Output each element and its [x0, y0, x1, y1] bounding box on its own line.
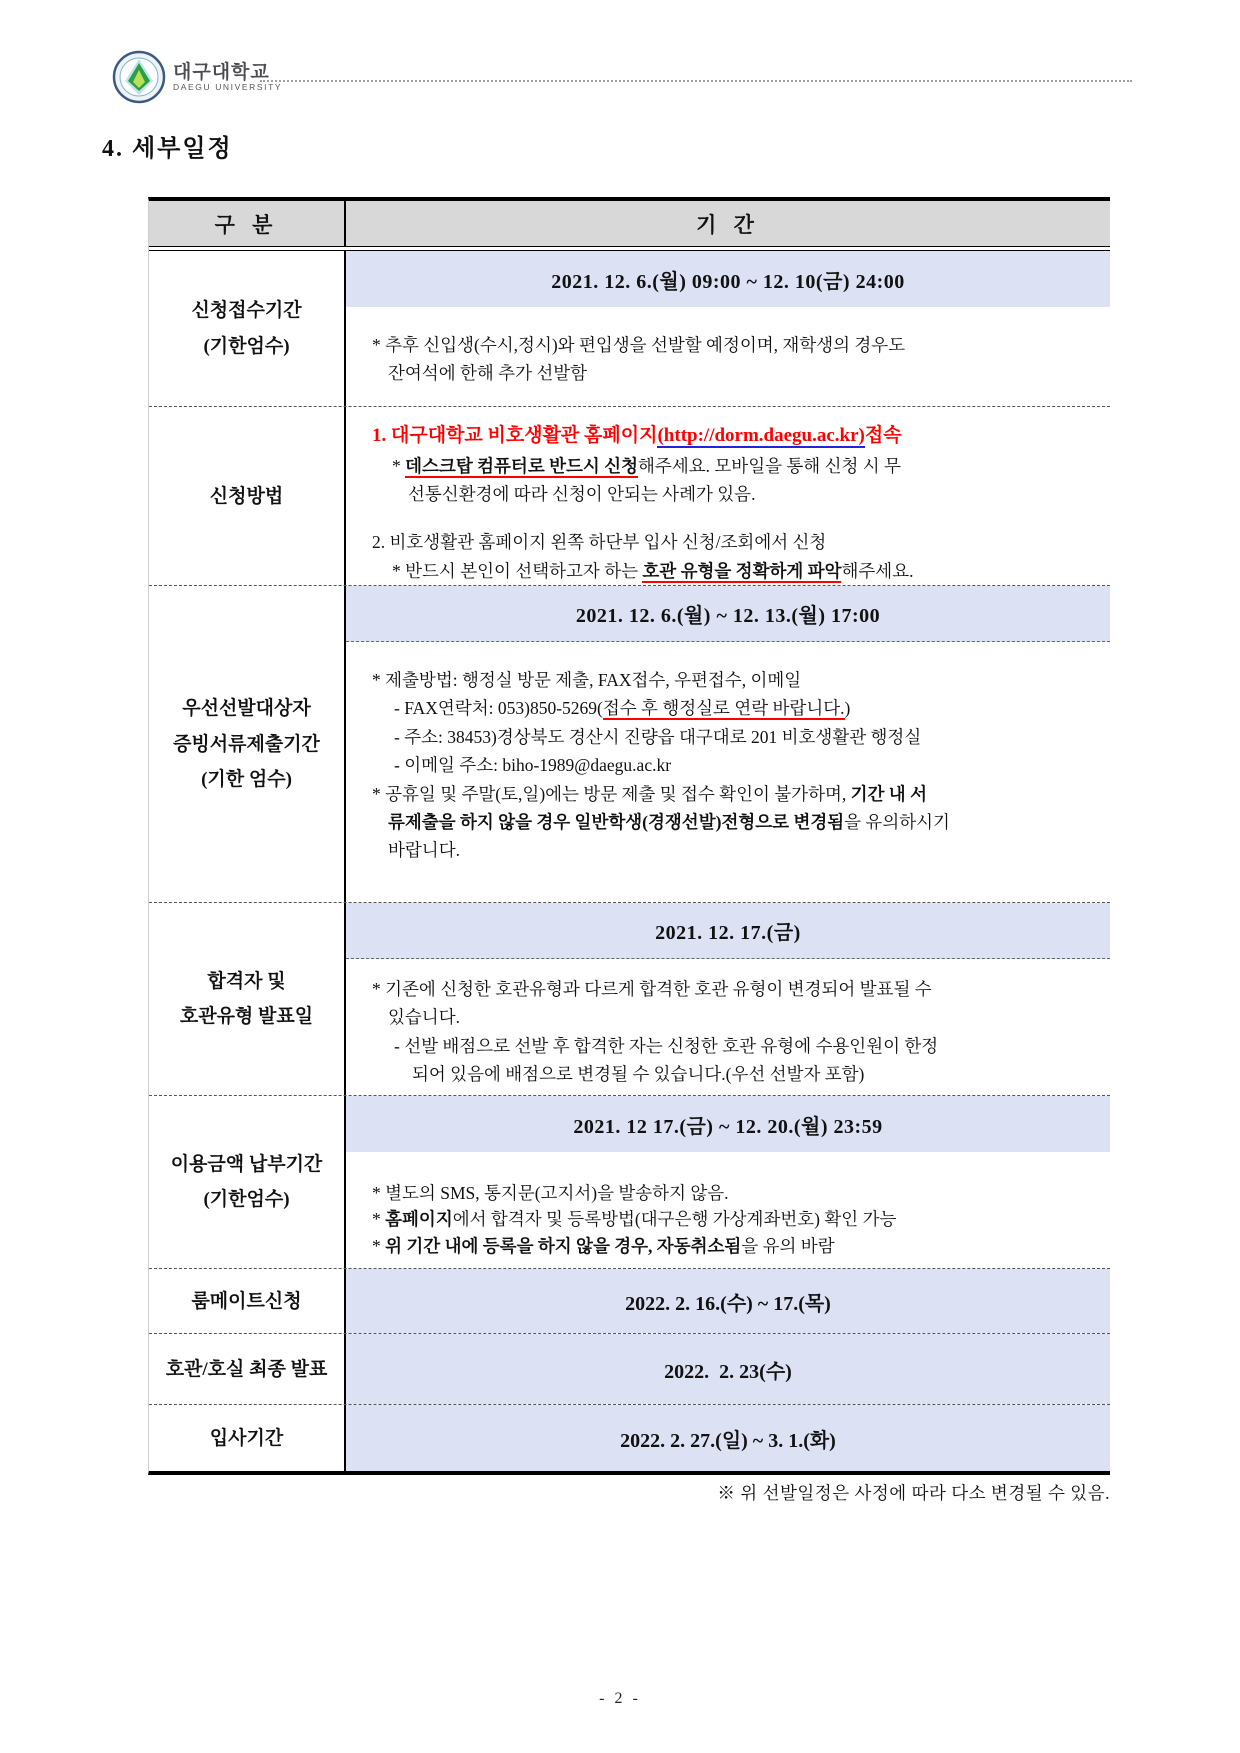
table-row-payment-period — [149, 1095, 1110, 1268]
note-text: 해주세요. — [841, 560, 914, 581]
underlined-fax-note: 접수 후 행정실로 연락 바랍니다. — [602, 698, 845, 719]
note-text: * — [372, 1209, 386, 1230]
emphasized-desktop-text: 데스크탑 컴퓨터로 반드시 신청 — [405, 455, 639, 476]
note-line: * 별도의 SMS, 통지문(고지서)을 발송하지 않음. — [372, 1183, 729, 1204]
date-band-final-announcement: 2022. 2. 23(수) — [346, 1334, 1110, 1404]
note-line: 선통신환경에 따라 신청이 안되는 사례가 있음. — [408, 484, 756, 505]
note-line: 2. 비호생활관 홈페이지 왼쪽 하단부 입사 신청/조회에서 신청 — [372, 532, 827, 553]
row-label-application-period — [149, 251, 346, 406]
table-row-announcement — [149, 902, 1110, 1095]
table-row-roommate — [149, 1268, 1110, 1333]
section-title: 4. 세부일정 — [102, 136, 233, 162]
notes-application-period — [346, 307, 1110, 388]
bold-homepage-text: 홈페이지 — [385, 1209, 453, 1230]
university-name-english: DAEGU UNIVERSITY — [173, 81, 283, 92]
date-band-application-period: 2021. 12. 6.(월) 09:00 ~ 12. 10(금) 24:00 — [346, 251, 1110, 307]
note-line-warning — [372, 808, 1102, 836]
spacer — [372, 508, 1102, 528]
table-row-application-period — [149, 251, 1110, 406]
university-logo — [112, 50, 282, 104]
note-line: - 이메일 주소: biho-1989@daegu.ac.kr — [394, 755, 672, 776]
row-label-line: (기한 엄수) — [201, 768, 292, 790]
note-text: 을 유의하시기 — [844, 811, 950, 832]
bold-warning-text: 기간 내 서 — [850, 783, 927, 804]
notes-document-submission — [346, 642, 1110, 864]
note-line: - 선발 배점으로 선발 후 합격한 자는 신청한 호관 유형에 수용인원이 한정 — [394, 1035, 939, 1056]
row-label-application-method — [149, 407, 346, 585]
note-text: * — [392, 455, 406, 476]
note-line: * 제출방법: 행정실 방문 제출, FAX접수, 우편접수, 이메일 — [372, 670, 802, 691]
note-line-cancel-warning — [372, 1233, 1102, 1259]
row-label-line: 합격자 및 — [207, 971, 286, 992]
row-content-application-method — [346, 407, 1110, 585]
emphasized-room-type-text: 호관 유형을 정확하게 파악 — [642, 560, 842, 581]
note-text: * 반드시 본인이 선택하고자 하는 — [392, 560, 643, 581]
note-text: 에서 합격자 및 등록방법(대구은행 가상계좌번호) 확인 가능 — [452, 1209, 897, 1230]
row-label-announcement — [149, 903, 346, 1095]
note-line-holiday — [372, 780, 1102, 808]
note-text: 해주세요. 모바일을 통해 신청 시 무 — [638, 455, 901, 476]
note-line: 잔여석에 한해 추가 선발함 — [388, 363, 588, 384]
row-content-document-submission — [346, 586, 1110, 902]
note-line: 있습니다. — [388, 1007, 460, 1028]
note-line: - 주소: 38453)경상북도 경산시 진량읍 대구대로 201 비호생활관 행정실 — [394, 726, 922, 747]
row-label-line: 신청방법 — [209, 485, 284, 507]
note-line: 바랍니다. — [388, 840, 460, 861]
row-label-payment-period — [149, 1096, 346, 1268]
university-logo-text — [173, 63, 282, 92]
date-band-document-submission: 2021. 12. 6.(월) ~ 12. 13.(월) 17:00 — [346, 586, 1110, 642]
bold-warning-text: 류제출을 하지 않을 경우 일반학생(경쟁선발)전형으로 변경됨 — [388, 811, 845, 832]
university-seal-icon — [112, 50, 166, 104]
note-line-fax — [372, 694, 1102, 722]
row-content-announcement — [346, 903, 1110, 1095]
note-line-desktop — [372, 452, 1102, 480]
row-label-line: 입사기간 — [209, 1427, 284, 1449]
date-band-payment-period: 2021. 12 17.(금) ~ 12. 20.(월) 23:59 — [346, 1096, 1110, 1152]
table-row-final-announcement — [149, 1333, 1110, 1404]
column-header-period: 기 간 — [696, 212, 760, 237]
schedule-table — [148, 197, 1110, 1475]
note-line-homepage — [372, 421, 1102, 452]
university-name-korean: 대구대학교 — [173, 61, 270, 83]
bold-cancel-warning-text: 위 기간 내에 등록을 하지 않을 경우, 자동취소됨 — [385, 1235, 742, 1256]
row-label-line: 신청접수기간 — [191, 300, 302, 322]
notes-announcement — [346, 959, 1110, 1088]
note-text: 을 유의 바람 — [741, 1235, 835, 1256]
row-label-line: 우선선발대상자 — [182, 698, 311, 720]
notes-application-method — [346, 407, 1110, 585]
column-header-category: 구 분 — [149, 201, 346, 246]
note-line-homepage-check — [372, 1206, 1102, 1232]
row-label-line: 룸메이트신청 — [191, 1290, 302, 1312]
note-text: - FAX연락처: 053)850-5269( — [394, 698, 603, 719]
schedule-change-footnote: ※ 위 선발일정은 사정에 따라 다소 변경될 수 있음. — [717, 1483, 1110, 1503]
page-number: - 2 - — [599, 1690, 641, 1707]
red-instruction-text: 접속 — [864, 425, 902, 446]
row-label-line: (기한엄수) — [203, 1189, 290, 1211]
row-content-payment-period — [346, 1096, 1110, 1268]
row-label-line: 이용금액 납부기간 — [170, 1154, 323, 1175]
note-line: * 추후 신입생(수시,정시)와 편입생을 선발할 예정이며, 재학생의 경우도 — [372, 335, 906, 355]
note-line: 되어 있음에 배점으로 변경될 수 있습니다.(우선 선발자 포함) — [412, 1064, 865, 1085]
table-row-application-method — [149, 406, 1110, 585]
date-band-roommate: 2022. 2. 16.(수) ~ 17.(목) — [346, 1269, 1110, 1333]
row-label-move-in — [149, 1405, 346, 1471]
dormitory-homepage-link[interactable]: (http://dorm.daegu.ac.kr) — [657, 425, 865, 446]
note-text: * 공휴일 및 주말(토,일)에는 방문 제출 및 접수 확인이 불가하며, — [372, 783, 851, 804]
row-label-line: 호관/호실 최종 발표 — [165, 1358, 328, 1380]
row-label-line: 증빙서류제출기간 — [173, 733, 320, 755]
row-label-document-submission — [149, 586, 346, 902]
table-row-document-submission — [149, 585, 1110, 902]
note-text: * — [372, 1235, 386, 1256]
row-label-line: 호관유형 발표일 — [179, 1006, 314, 1028]
row-label-final-announcement — [149, 1334, 346, 1404]
table-header-row — [149, 201, 1110, 247]
note-line-room-type — [372, 557, 1102, 585]
red-instruction-text: 1. 대구대학교 비호생활관 홈페이지 — [372, 425, 658, 446]
date-band-move-in: 2022. 2. 27.(일) ~ 3. 1.(화) — [346, 1405, 1110, 1471]
date-band-announcement: 2021. 12. 17.(금) — [346, 903, 1110, 959]
row-label-roommate — [149, 1269, 346, 1333]
row-content-application-period — [346, 251, 1110, 406]
notes-payment-period — [346, 1152, 1110, 1259]
table-row-move-in — [149, 1404, 1110, 1471]
header-dotted-line — [260, 80, 1132, 82]
note-line: * 기존에 신청한 호관유형과 다르게 합격한 호관 유형이 변경되어 발표될 수 — [372, 979, 932, 1000]
row-label-line: (기한엄수) — [203, 335, 290, 357]
note-text: ) — [844, 698, 851, 719]
